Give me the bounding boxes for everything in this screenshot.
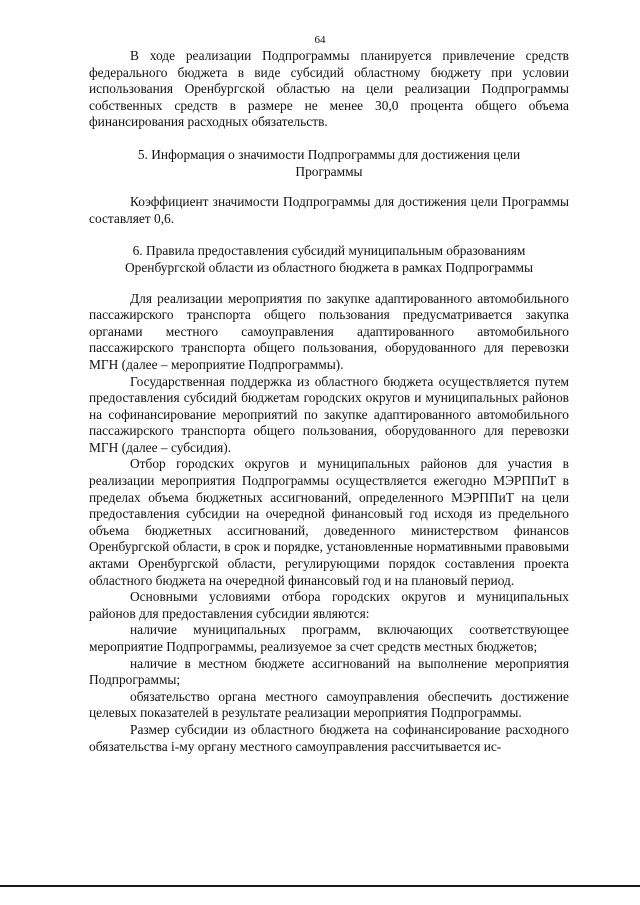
- section-6-paragraph: Для реализации мероприятия по закупке адаптированного автомобильного пассажирского транспорта общего пользования предусматривается закупка органами местного самоуправления адаптированного автомобильного пассажирского транспорта общего пользования, оборудованного для перевозки МГН (далее – мероприятие Подпрограммы).: [89, 290, 569, 372]
- section-6-paragraph: Государственная поддержка из областного бюджета осуществляется путем предоставления субсидий бюджетам городских округов и муниципальных районов на софинансирование мероприятий по закупке адаптированного автомобильного пассажирского транспорта общего пользования, оборудованного для перевозки МГН (далее – субсидия).: [89, 373, 569, 455]
- section-5-heading: 5. Информация о значимости Подпрограммы для достижения цели Программы: [137, 146, 521, 179]
- section-6-paragraph: наличие в местном бюджете ассигнований на выполнение мероприятия Подпрограммы;: [89, 655, 569, 688]
- spacer: [89, 131, 569, 147]
- scan-edge-rule: [0, 885, 640, 887]
- section-6-paragraph: наличие муниципальных программ, включающих соответствующее мероприятие Подпрограммы, реализуемое за счет средств местных бюджетов;: [89, 622, 569, 654]
- section-6-paragraph: Основными условиями отбора городских округов и муниципальных районов для предоставления субсидии являются:: [89, 589, 569, 621]
- spacer: [89, 180, 569, 194]
- section-6-heading: 6. Правила предоставления субсидий муниципальным образованиям Оренбургской области из областного бюджета в рамках Подпрограммы: [125, 243, 533, 275]
- intro-paragraph: В ходе реализации Подпрограммы планируется привлечение средств федерального бюджета в виде субсидий областному бюджету при условии использования Оренбургской областью на цели реализации Подпрограммы собственных средств в размере не менее 30,0 процента общего объема финансирования расходных обязательств.: [89, 48, 569, 130]
- document-body: [89, 48, 569, 755]
- spacer: [89, 277, 569, 291]
- section-5-paragraph: Коэффициент значимости Подпрограммы для достижения цели Программы составляет 0,6.: [89, 194, 569, 226]
- section-6-paragraph: Размер субсидии из областного бюджета на софинансирование расходного обязательства i-му органу местного самоуправления рассчитывается ис-: [89, 721, 569, 754]
- section-6-paragraph: Отбор городских округов и муниципальных районов для участия в реализации мероприятия Подпрограммы осуществляется ежегодно МЭРППиТ в пределах объема бюджетных ассигнований, определенного МЭРППиТ на цели предоставления субсидии на очередной финансовый год исходя из предельного объема бюджетных ассигнований, доведенного министерством финансов Оренбургской области, в срок и порядке, установленные нормативными правовыми актами Оренбургской области, регулирующими порядок составления проекта областного бюджета на очередной финансовый год и на плановый период.: [89, 456, 569, 588]
- spacer: [89, 227, 569, 243]
- page-number: 64: [314, 34, 326, 46]
- section-6-paragraph: обязательство органа местного самоуправления обеспечить достижение целевых показателей в результате реализации мероприятия Подпрограммы.: [89, 688, 569, 721]
